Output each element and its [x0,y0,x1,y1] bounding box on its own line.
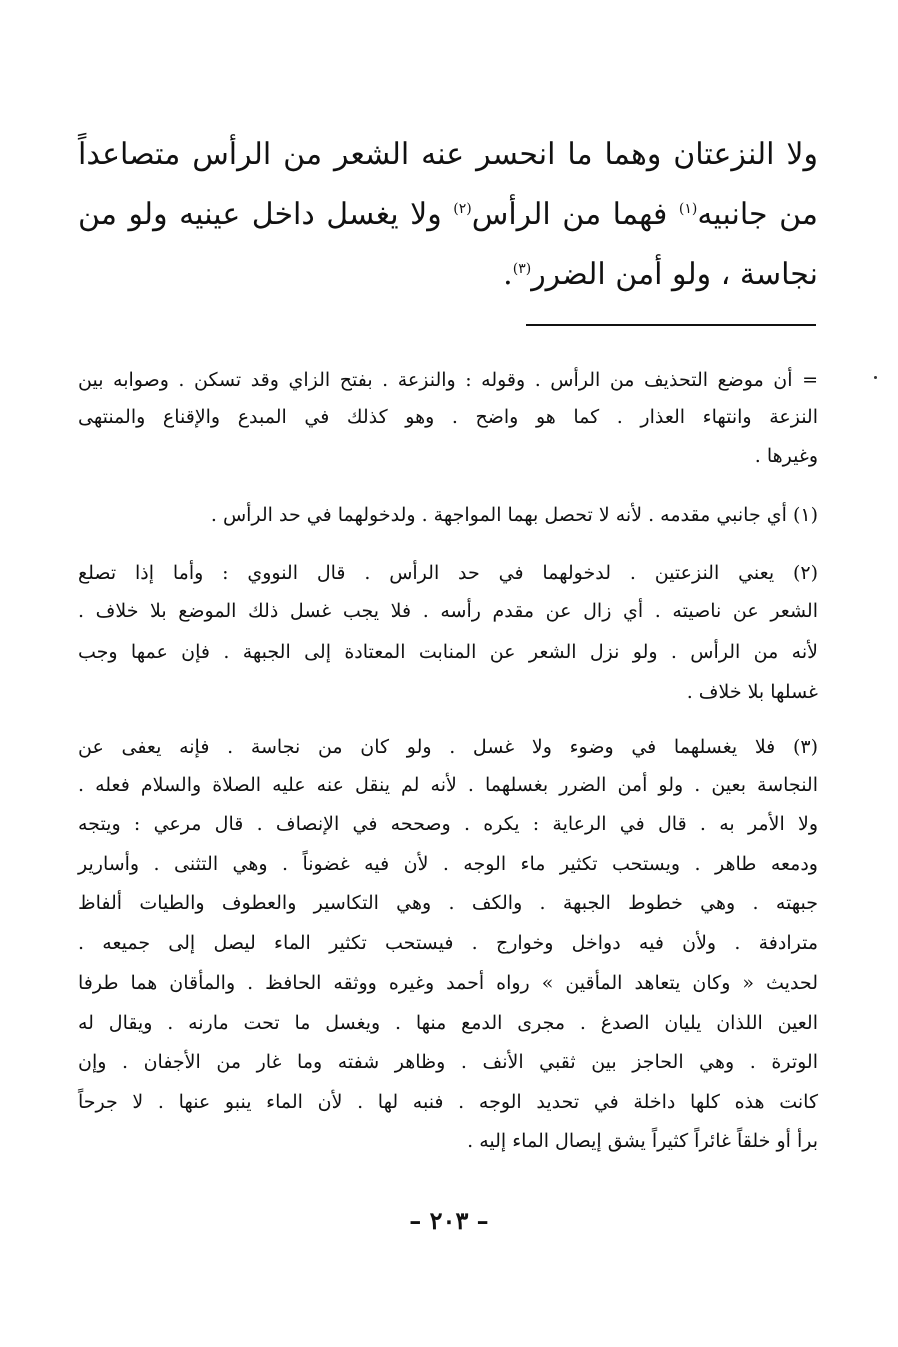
footnote-2-line: غسلها بلا خلاف . [686,681,818,703]
main-text-line-1: ولا النزعتان وهما ما انحسر عنه الشعر من الرأس متصاعداً [78,137,818,172]
footnote-3-line: الوترة . وهي الحاجز بين ثقبي الأنف . وظاهر شفته وما غار من الأجفان . وإن [78,1051,818,1073]
footnote-line: وغيرها . [754,445,818,467]
footnote-3-line: ولا الأمر به . قال في الرعاية : يكره . وصححه في الإنصاف . قال مرعي : ويتجه [78,813,818,835]
main-text-segment: . [503,257,513,292]
main-text-segment: نجاسة ، ولو أمن الضرر [531,257,818,292]
main-text-line-3 [78,250,818,300]
footnote-3-line: ودمعه طاهر . ويستحب تكثير ماء الوجه . لأن فيه غضوناً . وهي التثنى . وأسارير [78,853,818,875]
footnote-2-line: لأنه من الرأس . ولو نزل الشعر عن المنابت المعتادة إلى الجبهة . فإن عمها وجب [78,641,818,663]
footnote-3-line: لحديث « وكان يتعاهد المأقين » رواه أحمد وغيره ووثقه الحافظ . والمأقان هما طرفا [78,972,818,994]
footnote-2-line: (٢) يعني النزعتين . لدخولهما في حد الرأس . قال النووي : وأما إذا تصلع [78,562,818,584]
footnote-3-line: كانت هذه كلها داخلة في تحديد الوجه . فنبه لها . لأن الماء ينبو عنها . لا جرحاً [78,1091,818,1113]
footnote-3-line: مترادفة . ولأن فيه دواخل وخوارج . فيستحب تكثير الماء ليصل إلى جميعه . [78,932,818,954]
main-text-segment: من جانبيه [697,197,819,232]
footnote-line: = أن موضع التحذيف من الرأس . وقوله : والنزعة . بفتح الزاي وقد تسكن . وصوابه بين [78,369,818,391]
footnote-3-line: جبهته . وهي خطوط الجبهة . والكف . وهي التكاسير والعطوف والطيات ألفاظ [78,892,818,914]
footnote-line: النزعة وانتهاء العذار . كما هو واضح . وهو كذلك في المبدع والإقناع والمنتهى [78,406,818,428]
footnote-3-line: برأ أو خلقاً غائراً كثيراً يشق إيصال الماء إليه . [467,1130,818,1152]
footnote-1: (١) أي جانبي مقدمه . لأنه لا تحصل بهما المواجهة . ولدخولهما في حد الرأس . [210,504,818,526]
footnote-ref-1: (١) [678,201,698,217]
main-text-segment: فهما من الرأس [471,197,668,232]
footnote-3-line: العين اللذان يليان الصدغ . مجرى الدمع منها . ويغسل ما تحت مارنه . ويقال له [78,1012,818,1034]
footnote-2-line: الشعر عن ناصيته . أي زال عن مقدم رأسه . فلا يجب غسل ذلك الموضع بلا خلاف . [78,600,818,622]
footnote-3-line: (٣) فلا يغسلهما في وضوء ولا غسل . ولو كان من نجاسة . فإنه يعفى عن [78,736,818,758]
footnote-ref-3: (٣) [512,261,532,277]
footnote-3-line: النجاسة بعين . ولو أمن الضرر بغسلهما . لأنه لم ينقل عنه عليه الصلاة والسلام فعله . [78,774,818,796]
main-text-segment: ولا يغسل داخل عينيه ولو من [78,197,442,232]
footnote-ref-2: (٢) [453,201,472,217]
footnote-separator [526,324,816,326]
main-text-line-2 [78,190,818,240]
margin-dot [874,376,877,379]
page-number: – ٢٠٣ – [409,1206,489,1235]
